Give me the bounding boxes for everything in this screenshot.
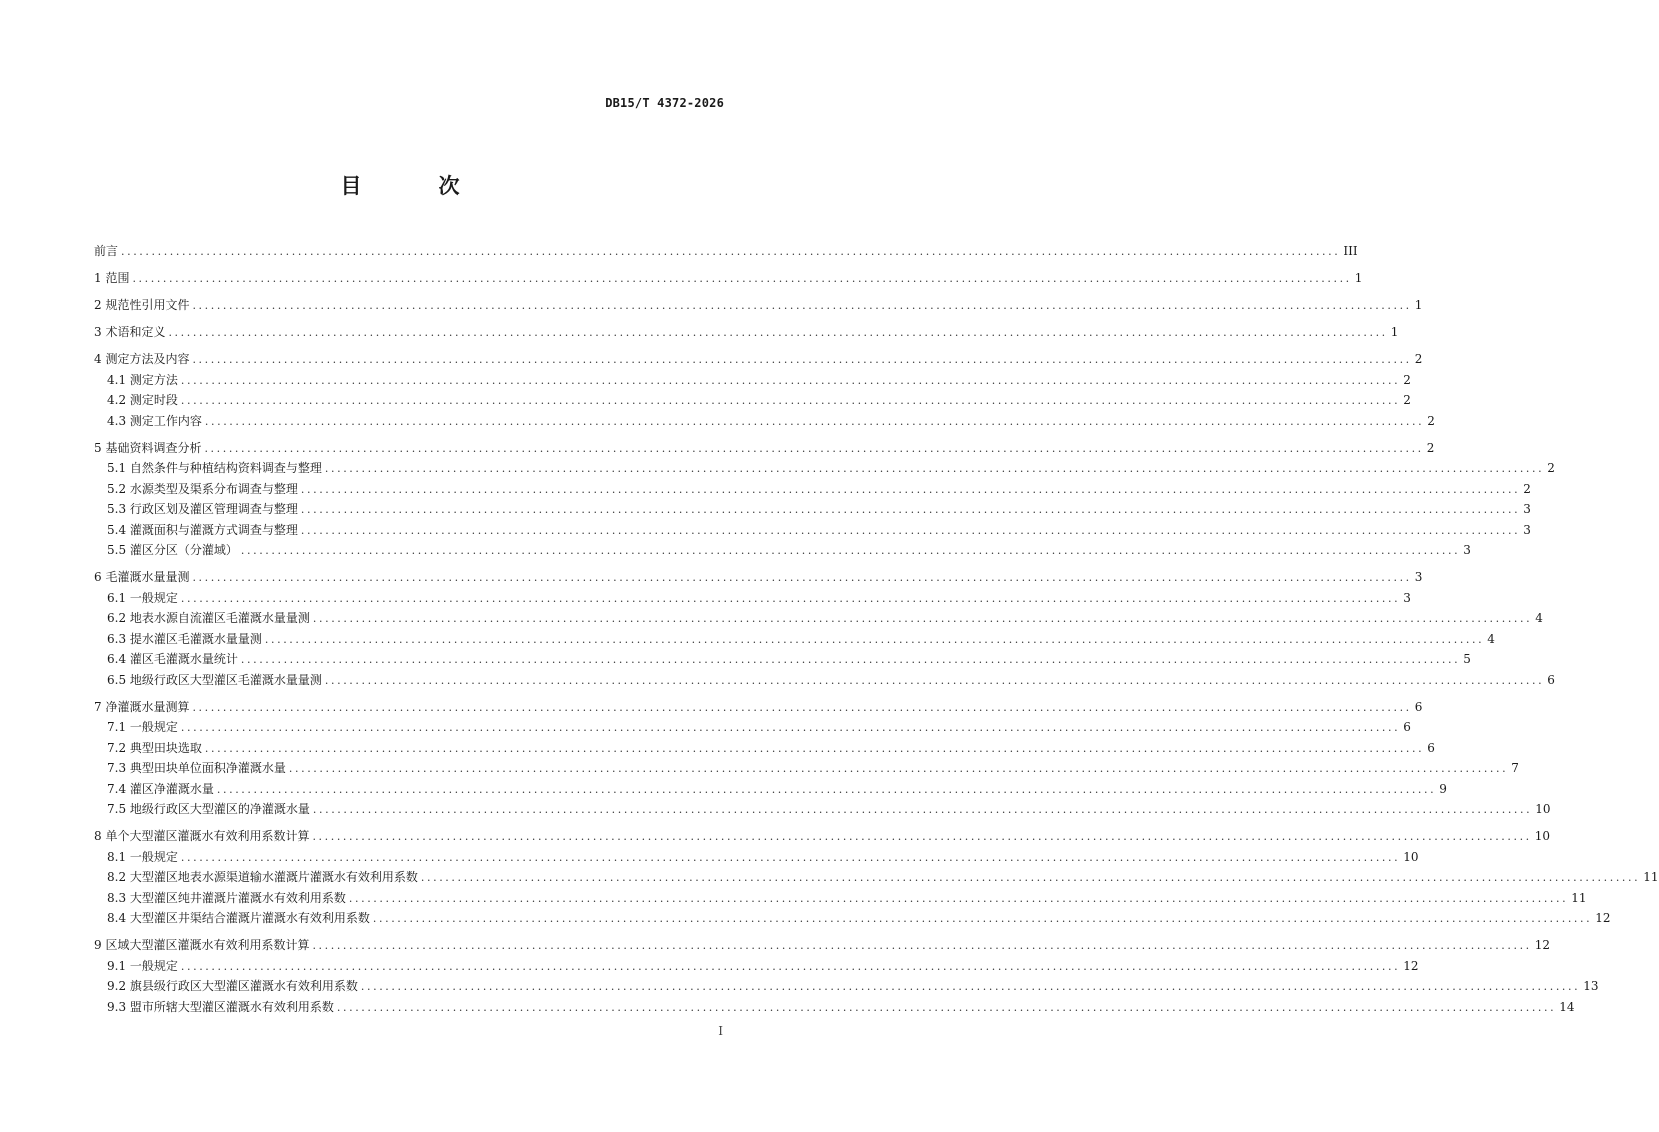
toc-entry-label: 8 单个大型灌区灌溉水有效利用系数计算 bbox=[94, 829, 310, 843]
dot-leader: ........................................................................................................................................................................................................ bbox=[312, 830, 1532, 843]
dot-leader: ........................................................................................................................................................................................................ bbox=[204, 441, 1424, 455]
toc-subsection-entry[interactable] bbox=[94, 738, 1435, 759]
toc-entry-label: 4.1 测定方法 bbox=[107, 372, 178, 387]
dot-leader: ........................................................................................................................................................................................................ bbox=[372, 912, 1593, 925]
toc-entry-page: 10 bbox=[1534, 829, 1551, 843]
toc-entry-page: 6 bbox=[1427, 740, 1435, 755]
toc-entry-page: 4 bbox=[1535, 611, 1543, 625]
toc-entry-label: 6.4 灌区毛灌溉水量统计 bbox=[107, 652, 238, 666]
toc-entry-page: 2 bbox=[1427, 413, 1435, 428]
toc-subsection-entry[interactable] bbox=[94, 847, 1419, 868]
toc-entry-page: 2 bbox=[1403, 393, 1411, 407]
toc-entry-label: 7.2 典型田块选取 bbox=[107, 740, 202, 755]
toc-section-entry[interactable] bbox=[94, 268, 1363, 289]
dot-leader: ........................................................................................................................................................................................................ bbox=[216, 782, 1437, 796]
dot-leader: ........................................................................................................................................................................................................ bbox=[336, 1000, 1557, 1014]
toc-subsection-entry[interactable] bbox=[94, 499, 1531, 520]
toc-entry-page: 12 bbox=[1534, 938, 1551, 952]
dot-leader: ........................................................................................................................................................................................................ bbox=[324, 462, 1545, 475]
toc-entry-label: 7.3 典型田块单位面积净灌溉水量 bbox=[107, 761, 286, 775]
toc-subsection-entry[interactable] bbox=[94, 608, 1543, 629]
toc-entry-label: 8.1 一般规定 bbox=[107, 849, 178, 864]
toc-entry-page: III bbox=[1343, 244, 1358, 258]
dot-leader: ........................................................................................................................................................................................................ bbox=[420, 871, 1641, 884]
toc-entry-label: 7 净灌溉水量测算 bbox=[94, 699, 190, 714]
toc-subsection-entry[interactable] bbox=[94, 908, 1611, 929]
dot-leader: ........................................................................................................................................................................................................ bbox=[300, 523, 1521, 537]
dot-leader: ........................................................................................................................................................................................................ bbox=[348, 891, 1569, 905]
toc-entry-page: 12 bbox=[1595, 911, 1611, 925]
toc-subsection-entry[interactable] bbox=[94, 976, 1599, 997]
toc-section-entry[interactable] bbox=[94, 438, 1435, 459]
toc-entry-label: 5.4 灌溉面积与灌溉方式调查与整理 bbox=[107, 522, 298, 537]
toc-entry-page: 2 bbox=[1547, 461, 1555, 475]
toc-entry-page: 2 bbox=[1403, 372, 1411, 387]
toc-section-entry[interactable] bbox=[94, 935, 1551, 956]
dot-leader: ........................................................................................................................................................................................................ bbox=[240, 544, 1461, 557]
toc-subsection-entry[interactable] bbox=[94, 799, 1551, 820]
dot-leader: ........................................................................................................................................................................................................ bbox=[204, 414, 1425, 428]
dot-leader: ........................................................................................................................................................................................................ bbox=[240, 653, 1461, 666]
toc-entry-page: 3 bbox=[1523, 502, 1531, 516]
toc-entry-page: 14 bbox=[1559, 999, 1575, 1014]
toc-group bbox=[94, 697, 1551, 820]
dot-leader: ........................................................................................................................................................................................................ bbox=[180, 959, 1401, 973]
toc-entry-label: 6.2 地表水源自流灌区毛灌溉水量量测 bbox=[107, 611, 310, 625]
dot-leader: ........................................................................................................................................................................................................ bbox=[324, 673, 1545, 687]
toc-entry-page: 13 bbox=[1583, 979, 1599, 993]
toc-entry-page: 6 bbox=[1414, 699, 1423, 714]
toc-entry-page: 1 bbox=[1414, 298, 1423, 312]
toc-entry-page: 5 bbox=[1463, 652, 1471, 666]
page-number: I bbox=[718, 1024, 723, 1038]
toc-entry-page: 7 bbox=[1511, 761, 1519, 775]
toc-entry-label: 9 区域大型灌区灌溉水有效利用系数计算 bbox=[94, 938, 310, 952]
toc-entry-label: 2 规范性引用文件 bbox=[94, 298, 190, 312]
toc-subsection-entry[interactable] bbox=[94, 520, 1531, 541]
toc-subsection-entry[interactable] bbox=[94, 370, 1411, 391]
toc-entry-page: 10 bbox=[1403, 849, 1419, 864]
toc-entry-page: 2 bbox=[1414, 352, 1423, 366]
toc-group bbox=[94, 826, 1659, 929]
toc-entry-page: 3 bbox=[1414, 570, 1423, 584]
toc-entry-label: 5 基础资料调查分析 bbox=[94, 440, 202, 455]
toc-section-entry[interactable] bbox=[94, 322, 1399, 343]
dot-leader: ........................................................................................................................................................................................................ bbox=[180, 850, 1401, 864]
dot-leader: ........................................................................................................................................................................................................ bbox=[132, 272, 1352, 285]
toc-entry-page: 4 bbox=[1487, 631, 1495, 646]
document-code: DB15/T 4372-2026 bbox=[605, 96, 724, 110]
toc-subsection-entry[interactable] bbox=[94, 779, 1447, 800]
toc-entry-page: 10 bbox=[1535, 802, 1551, 816]
toc-entry-page: 1 bbox=[1354, 271, 1363, 285]
toc-entry-label: 6.1 一般规定 bbox=[107, 590, 178, 605]
dot-leader: ........................................................................................................................................................................................................ bbox=[204, 741, 1425, 755]
toc-entry-label: 9.3 盟市所辖大型灌区灌溉水有效利用系数 bbox=[107, 999, 334, 1014]
dot-leader: ........................................................................................................................................................................................................ bbox=[288, 762, 1509, 775]
toc-entry-page: 11 bbox=[1643, 870, 1659, 884]
dot-leader: ........................................................................................................................................................................................................ bbox=[168, 326, 1388, 339]
toc-group bbox=[94, 322, 1399, 343]
toc-entry-label: 7.5 地级行政区大型灌区的净灌溉水量 bbox=[107, 802, 310, 816]
toc-subsection-entry[interactable] bbox=[94, 670, 1555, 691]
toc-subsection-entry[interactable] bbox=[94, 479, 1531, 500]
dot-leader: ........................................................................................................................................................................................................ bbox=[192, 353, 1412, 366]
dot-leader: ........................................................................................................................................................................................................ bbox=[180, 373, 1401, 387]
page-title: 目 次 bbox=[340, 174, 488, 198]
dot-leader: ........................................................................................................................................................................................................ bbox=[300, 482, 1521, 496]
toc-entry-label: 6.5 地级行政区大型灌区毛灌溉水量量测 bbox=[107, 672, 322, 687]
dot-leader: ........................................................................................................................................................................................................ bbox=[192, 571, 1412, 584]
toc-subsection-entry[interactable] bbox=[94, 956, 1419, 977]
toc-section-entry[interactable] bbox=[94, 567, 1423, 588]
toc-entry-label: 9.1 一般规定 bbox=[107, 958, 178, 973]
toc-entry-label: 7.4 灌区净灌溉水量 bbox=[107, 781, 214, 796]
toc-entry-page: 6 bbox=[1547, 672, 1555, 687]
toc-section-entry[interactable] bbox=[94, 295, 1423, 316]
dot-leader: ........................................................................................................................................................................................................ bbox=[192, 299, 1412, 312]
toc-group bbox=[94, 438, 1555, 561]
toc-entry-label: 8.2 大型灌区地表水源渠道输水灌溉片灌溉水有效利用系数 bbox=[107, 870, 418, 884]
toc-subsection-entry[interactable] bbox=[94, 867, 1659, 888]
toc-entry-label: 1 范围 bbox=[94, 271, 130, 285]
toc-entry-label: 前言 bbox=[94, 244, 119, 258]
toc-subsection-entry[interactable] bbox=[94, 758, 1519, 779]
toc-section-entry[interactable] bbox=[94, 826, 1551, 847]
toc-entry-label: 6.3 提水灌区毛灌溉水量量测 bbox=[107, 631, 262, 646]
dot-leader: ........................................................................................................................................................................................................ bbox=[264, 632, 1485, 646]
toc-section-entry[interactable] bbox=[94, 697, 1423, 718]
toc-entry-page: 3 bbox=[1463, 543, 1471, 557]
toc-entry-label: 5.5 灌区分区（分灌域） bbox=[107, 543, 238, 557]
dot-leader: ........................................................................................................................................................................................................ bbox=[312, 939, 1532, 952]
toc-entry-page: 3 bbox=[1523, 522, 1531, 537]
toc-section-entry[interactable] bbox=[94, 241, 1358, 262]
toc-entry-page: 6 bbox=[1403, 720, 1411, 734]
toc-entry-label: 8.4 大型灌区井渠结合灌溉片灌溉水有效利用系数 bbox=[107, 911, 370, 925]
toc-subsection-entry[interactable] bbox=[94, 390, 1411, 411]
dot-leader: ........................................................................................................................................................................................................ bbox=[360, 980, 1581, 993]
toc-entry-page: 12 bbox=[1403, 958, 1419, 973]
toc-subsection-entry[interactable] bbox=[94, 458, 1555, 479]
dot-leader: ........................................................................................................................................................................................................ bbox=[121, 245, 1341, 258]
toc-entry-label: 4 测定方法及内容 bbox=[94, 352, 190, 366]
dot-leader: ........................................................................................................................................................................................................ bbox=[300, 503, 1521, 516]
toc-subsection-entry[interactable] bbox=[94, 629, 1495, 650]
toc-entry-page: 2 bbox=[1523, 481, 1531, 496]
toc-entry-label: 5.3 行政区划及灌区管理调查与整理 bbox=[107, 502, 298, 516]
toc-subsection-entry[interactable] bbox=[94, 411, 1435, 432]
toc-group bbox=[94, 295, 1423, 316]
toc-subsection-entry[interactable] bbox=[94, 588, 1411, 609]
toc-group bbox=[94, 935, 1599, 1017]
toc-entry-label: 8.3 大型灌区纯井灌溉片灌溉水有效利用系数 bbox=[107, 890, 346, 905]
table-of-contents bbox=[94, 241, 1659, 1024]
dot-leader: ........................................................................................................................................................................................................ bbox=[180, 591, 1401, 605]
dot-leader: ........................................................................................................................................................................................................ bbox=[180, 721, 1401, 734]
toc-entry-page: 9 bbox=[1439, 781, 1447, 796]
toc-entry-label: 4.2 测定时段 bbox=[107, 393, 178, 407]
toc-entry-page: 11 bbox=[1571, 890, 1587, 905]
dot-leader: ........................................................................................................................................................................................................ bbox=[180, 394, 1401, 407]
toc-entry-label: 3 术语和定义 bbox=[94, 325, 166, 339]
toc-entry-label: 5.1 自然条件与种植结构资料调查与整理 bbox=[107, 461, 322, 475]
toc-subsection-entry[interactable] bbox=[94, 888, 1587, 909]
toc-section-entry[interactable] bbox=[94, 349, 1423, 370]
toc-subsection-entry[interactable] bbox=[94, 649, 1471, 670]
dot-leader: ........................................................................................................................................................................................................ bbox=[312, 803, 1533, 816]
dot-leader: ........................................................................................................................................................................................................ bbox=[192, 700, 1412, 714]
toc-group bbox=[94, 241, 1358, 262]
toc-group bbox=[94, 349, 1435, 431]
toc-group bbox=[94, 268, 1363, 289]
toc-entry-label: 5.2 水源类型及渠系分布调查与整理 bbox=[107, 481, 298, 496]
toc-entry-page: 3 bbox=[1403, 590, 1411, 605]
toc-subsection-entry[interactable] bbox=[94, 997, 1575, 1018]
toc-subsection-entry[interactable] bbox=[94, 717, 1411, 738]
dot-leader: ........................................................................................................................................................................................................ bbox=[312, 612, 1533, 625]
toc-entry-page: 1 bbox=[1390, 325, 1399, 339]
toc-subsection-entry[interactable] bbox=[94, 540, 1471, 561]
toc-group bbox=[94, 567, 1555, 690]
toc-entry-label: 9.2 旗县级行政区大型灌区灌溉水有效利用系数 bbox=[107, 979, 358, 993]
toc-entry-label: 7.1 一般规定 bbox=[107, 720, 178, 734]
toc-entry-label: 4.3 测定工作内容 bbox=[107, 413, 202, 428]
toc-entry-label: 6 毛灌溉水量量测 bbox=[94, 570, 190, 584]
toc-entry-page: 2 bbox=[1426, 440, 1435, 455]
